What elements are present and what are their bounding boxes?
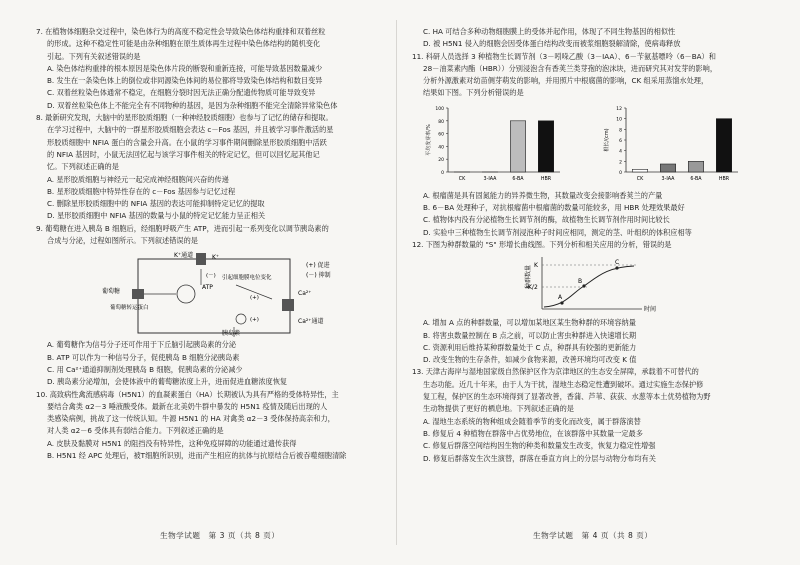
q7-stem-line-2: 的形成。这种不稳定性可能是由杂种细胞在原生质体再生过程中染色体结构的随机变化 [47, 39, 321, 49]
q8-stem-line-5: 忆。下列叙述正确的是 [47, 162, 119, 172]
point-b [582, 285, 585, 288]
q9-stem-line-1: 9. 葡萄糖在进入胰岛 B 细胞后，经细胞呼吸产生 ATP，进而引起一系列变化以调节胰岛素的 [36, 223, 329, 233]
q12-option-a: A. 增加 A 点的种群数量，可以增加某地区某生物种群的环境容纳量 [423, 318, 636, 328]
root-length-bar-6-ba [688, 161, 703, 172]
root-length-bar-hbr [716, 118, 731, 171]
q8-option-d: D. 星形胶质细胞中 NFIA 基因的数量与小鼠的特定记忆能力呈正相关 [47, 211, 266, 221]
cell-membrane [138, 259, 290, 333]
page-divider [396, 20, 397, 545]
s-curve-svg [412, 253, 772, 315]
s-curve-xlabel: 时间 [644, 306, 657, 314]
germination-ytick-label: 20 [438, 157, 444, 163]
root-length-ytick-label: 6 [619, 138, 622, 144]
s-curve-ylabel: 种群数量 [525, 265, 532, 290]
question-10-continued [412, 26, 772, 51]
q13-stem-line-1: 13. 天津古海岸与湿地国家级自然保护区作为京津地区的生态安全屏障，承载着不可替代的 [412, 367, 699, 377]
q7-stem-line-3: 引起。下列有关叙述错误的是 [47, 51, 141, 61]
question-9 [36, 223, 396, 389]
q12-option-d: D. 改变生物的生存条件，如减少食物来源，改善环境均可改变 K 值 [423, 355, 637, 365]
q7-option-c: C. 双着丝粒染色体通常不稳定，在细胞分裂时因无法正确分配遗传物质可能导致变异 [47, 88, 316, 98]
q13-option-c: C. 修复后群落空间结构因生物的种类和数量发生改变，恢复力稳定性增强 [423, 441, 656, 451]
root-length-ytick-label: 12 [616, 106, 622, 112]
q10-stem-line-3: 类感染病例，挑战了这一传统认知。牛源 H5N1 的 HA 对禽类 α2－3 受体保持高亲和力， [47, 414, 335, 424]
root-length-ytick-label: 10 [616, 117, 622, 123]
question-13 [412, 366, 772, 464]
germination-category-label: CK [458, 176, 466, 182]
q11-charts-svg [412, 102, 772, 188]
germination-ytick-label: 60 [438, 132, 444, 138]
root-length-category-label: CK [636, 176, 644, 182]
question-11 [412, 51, 772, 239]
glucose-label: 葡萄糖 [102, 288, 121, 296]
q11-stem-line-3: 分析外源激素对幼苗侧芽萌发的影响，并用照片中根腐菌的影响，CK 组采用蒸馏水处理， [423, 76, 709, 86]
germination-ytick-label: 40 [438, 145, 444, 151]
beta-cell-diagram [36, 249, 396, 337]
q9-option-b: B. ATP 可以作为一种信号分子，促使胰岛 B 细胞分泌胰岛素 [47, 352, 240, 362]
legend-promote: (+) 促进 [306, 262, 330, 270]
q8-option-b: B. 星形胶质细胞中特异性存在的 c－Fos 基因参与记忆过程 [47, 186, 236, 196]
germination-ytick-label: 80 [438, 119, 444, 125]
q12-stem: 12. 下图为种群数量的 "S" 形增长曲线图。下列分析和相关应用的分析，错误的是 [412, 239, 672, 249]
footer-page-4: 生物学试题 第 4 页（共 8 页） [533, 531, 653, 540]
germination-bar-hbr [538, 121, 553, 172]
point-a-label: A [558, 294, 563, 302]
k-label: K [534, 262, 538, 270]
point-b-label: B [578, 278, 583, 286]
root-length-ytick-label: 4 [619, 149, 622, 155]
minus-sign: (－) [206, 273, 216, 280]
plus-sign-2: (+) [250, 317, 259, 324]
q8-option-a: A. 星形胶质细胞与神经元一起完成神经细胞间兴奋的传递 [47, 174, 229, 184]
root-length-ylabel: 根长/(cm) [604, 128, 610, 152]
root-length-bar-3-iaa [660, 164, 675, 172]
plus-sign-1: (+) [250, 295, 259, 302]
germination-chart [425, 106, 560, 182]
left-page [36, 26, 396, 462]
beta-cell-diagram-svg [36, 249, 396, 337]
q10-option-a: A. 皮肤及黏膜对 H5N1 的阻挡没有特异性，这种免疫屏障的功能通过遗传获得 [47, 438, 297, 448]
depolarization-label: 引起细胞膜电位变化 [222, 275, 272, 282]
q7-option-a: A. 染色体结构重排的根本原因是染色体片段的断裂和重新连接，可能导致基因数量减少 [47, 63, 323, 73]
germination-bar-6-ba [510, 121, 525, 172]
q11-option-a: A. 根瘤菌是具有固氮能力的异养微生物，其数量改变会接影响香荚兰的产量 [423, 190, 663, 200]
q10-stem-line-2: 要结合禽类 α2－3 唾液酸受体。最新在北美奶牛群中暴发的 H5N1 疫情及随后出现的人 [47, 401, 328, 411]
q11-charts [412, 102, 772, 188]
ca-channel-shape [282, 299, 294, 311]
root-length-bar-ck [632, 169, 647, 172]
glucose-transporter-shape [132, 289, 144, 299]
q7-option-d: D. 双着丝粒染色体上不能完全有不同物种的基因，是因为杂种细胞不能完全清除异常染色体 [47, 100, 338, 110]
atp-label: ATP [202, 284, 213, 292]
question-10 [36, 389, 396, 463]
insulin-vesicle-shape [236, 314, 246, 324]
ca-ion-label: Ca²⁺ [298, 290, 312, 298]
q10-option-c: C. HA 可结合多种动物细胞膜上的受体并起作用，体现了不同生物基因的相似性 [423, 27, 676, 36]
q12-option-c: C. 资源利用后维持某种群数量处于 C 点，种群具有较强的更新能力 [423, 342, 637, 352]
q8-stem-line-3: 形胶质细胞中 NFIA 蛋白的含量会升高。在小鼠的学习事件期间删除星形胶质细胞中活跃 [47, 137, 327, 147]
germination-ylabel: 平均发芽率/% [426, 124, 432, 156]
root-length-ytick-label: 0 [619, 170, 622, 176]
root-length-chart [603, 106, 738, 182]
q8-stem-line-1: 8. 最新研究发现，大脑中的星形胶质细胞（一种神经胶质细胞）也参与了记忆的储存和提取。 [36, 113, 333, 123]
q10-stem-line-1: 10. 高致病性禽流感病毒（H5N1）的血凝素蛋白（HA）长期被认为具有严格的受体特异性，主 [36, 389, 339, 399]
q9-stem-line-2: 合成与分泌，过程如图所示。下列叙述错误的是 [47, 236, 198, 246]
q13-stem-line-2: 生态功能。近几十年来，由于人为干扰，湿地生态稳定性遭到破坏。通过实施生态保护修 [423, 379, 704, 389]
legend-inhibit: (－) 抑制 [306, 272, 331, 280]
question-7 [36, 26, 396, 112]
root-length-category-label: 6-BA [690, 176, 702, 182]
ca-channel-label: Ca²⁺通道 [298, 318, 324, 326]
germination-ytick-label: 0 [441, 170, 444, 176]
point-c-label: C [615, 259, 620, 267]
q11-option-d: D. 实验中三种植物生长调节剂浸泡种子时间应相同，测定的茎、叶组织的体积应相等 [423, 227, 692, 237]
q7-option-b: B. 发生在一条染色体上的倒位或非同源染色体间的易位都将导致染色体结构和数目变异 [47, 76, 323, 86]
transporter-label: 葡萄糖转运蛋白 [110, 305, 149, 312]
insulin-label: 胰岛素 [222, 330, 241, 338]
q7-stem-line-1: 7. 在植物体细胞杂交过程中，染色体行为的高度不稳定性会导致染色体结构重排和双着丝粒 [36, 27, 326, 36]
q11-option-c: C. 植物体内没有分泌植物生长调节剂的酶，故植物生长调节剂作用时间比较长 [423, 215, 670, 225]
q8-option-c: C. 删除星形胶质细胞中的 NFIA 基因的表达可能抑制特定记忆的提取 [47, 199, 265, 209]
question-8 [36, 112, 396, 223]
q12-option-b: B. 将害虫数量控制在 B 点之前，可以防止害虫种群进入快速增长期 [423, 330, 637, 340]
mitochondrion-shape [177, 285, 195, 303]
root-length-ytick-label: 2 [619, 160, 622, 166]
q9-option-c: C. 用 Ca²⁺通道抑制剂处理胰岛 B 细胞，促胰岛素的分泌减少 [47, 364, 243, 374]
q11-option-b: B. 6－BA 处理种子，对抗根瘤菌中根瘤菌的数量可能较多，用 HBR 处理效果最好 [423, 203, 685, 213]
right-page [412, 26, 772, 465]
q13-stem-line-3: 复工程，保护区的生态环境得到了显著改善，香蒲、芦苇、荻荻、水葱等本土优势植物为野 [423, 392, 711, 402]
germination-category-label: 3-IAA [483, 176, 497, 182]
question-12 [412, 239, 772, 366]
point-a [560, 302, 563, 305]
q8-stem-line-4: 的 NFIA 基因时，小鼠无法回忆起与该学习事件相关的特定记忆，但可以回忆起其他记 [47, 149, 320, 159]
q13-option-d: D. 修复后群落发生次生演替，群落在垂直方向上的分层与动物分布均有关 [423, 453, 656, 463]
q9-option-a: A. 葡萄糖作为信号分子还可作用于下丘脑引起胰岛素的分泌 [47, 340, 237, 350]
q9-option-d: D. 胰岛素分泌增加，会使体液中的葡萄糖浓度上升，进而促进血糖浓度恢复 [47, 377, 288, 387]
k-channel-shape [196, 253, 206, 265]
q11-stem-line-2: 28－油菜素内酯（HBR））分别浸泡含有香荚兰类芽孢的泡沫块，进而研究其对发芽的影响， [423, 63, 718, 73]
q10-option-b: B. H5N1 经 APC 处理后，被T细胞所识别，进而产生相应的抗体与抗原结合后被吞噬细胞清除 [47, 451, 347, 461]
root-length-ytick-label: 8 [619, 128, 622, 134]
q13-option-b: B. 修复后 4 种植物在群落中占优势地位，在该群落中其数量一定最多 [423, 428, 643, 438]
s-curve-figure [412, 253, 772, 315]
root-length-category-label: HBR [718, 176, 730, 182]
q11-stem-line-4: 结果如下图。下列分析错误的是 [423, 88, 524, 98]
root-length-category-label: 3-IAA [661, 176, 675, 182]
footer-page-3: 生物学试题 第 3 页（共 8 页） [160, 531, 280, 540]
q13-option-a: A. 湿地生态系统的物种组成会随着季节的变化而改变，属于群落演替 [423, 416, 641, 426]
q10-option-d: D. 被 H5N1 侵入的细胞会因受体蛋白结构改变而被浆细胞裂解清除，使病毒释放 [423, 39, 681, 49]
point-c [615, 267, 618, 270]
germination-ytick-label: 100 [435, 106, 444, 112]
q11-stem-line-1: 11. 科研人员选择 3 种植物生长调节剂（3－吲哚乙酸（3－IAA）、6－苄氨基嘌呤（6－BA）和 [412, 51, 716, 61]
k-ion-label: K⁺ [212, 254, 220, 262]
q8-stem-line-2: 在学习过程中，大脑中的一群星形胶质细胞会表达 c－Fos 基因，并且被学习事件激活的星 [47, 125, 334, 135]
q13-stem-line-4: 生动物提供了更好的栖息地。下列叙述正确的是 [423, 404, 574, 414]
germination-category-label: 6-BA [512, 176, 524, 182]
k-channel-label: K⁺通道 [174, 252, 194, 260]
germination-category-label: HBR [540, 176, 552, 182]
q10-stem-line-4: 对人类 α2－6 受体具有弱结合能力。下列叙述正确的是 [47, 426, 224, 436]
k-half-label: K/2 [528, 284, 538, 292]
